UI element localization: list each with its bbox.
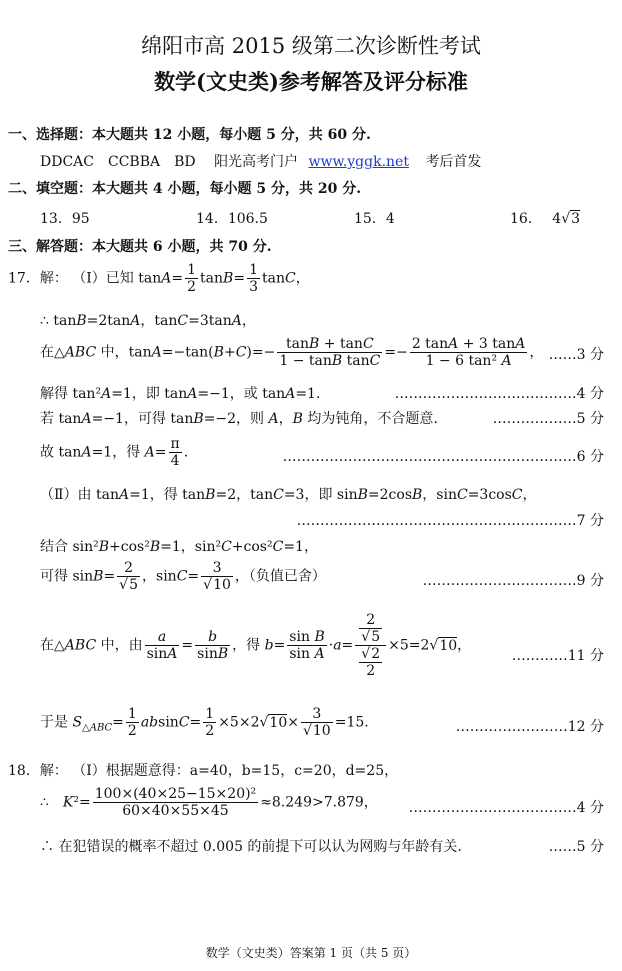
q18-label: 18．解： — [8, 763, 68, 779]
q17-line-10: 在△ABC 中，由 $\frac{a}{\sin A}$ = $\frac{b}{\sin B}$ ，得 b= $\frac{\text{sin B}}{\text{sin A}}$ ·a= $\frac{\frac{2}{√5}}{\frac{√2}{2}}$ ×5=2√10， — [40, 612, 472, 680]
q17-line-9: 可得 sinB= $\frac{2}{√5}$ ，sinC= $\frac{3}{√10}$ ，（负值已舍） — [40, 560, 326, 594]
document-title: 绵阳市高 2015 级第二次诊断性考试 — [141, 34, 481, 58]
q17-score-12: ……………………12 分 — [455, 719, 604, 735]
q17-line-3: 在△ABC 中，tanA=−tan(B+C)=− $\frac{\tan B + \tan C}{\text{1 − tanB tanC}}$ =− $\frac{2 \tan A + 3 \tan A}{\text{1 − 6 tan² A}}$ ， — [40, 336, 544, 370]
ad-link[interactable]: www.yggk.net — [308, 154, 409, 170]
fill-answer-16-root: 3 — [571, 211, 581, 227]
q17-score-6: ………………………………………………………6 分 — [282, 449, 604, 465]
fill-answer-16-label: 16． — [510, 211, 542, 227]
q18-line-1 — [8, 760, 398, 780]
fill-answer-15: 15．4 — [354, 211, 395, 227]
q17-line-5: 若 tanA=−1，可得 tanB=−2，则 A，B 均为钝角，不合题意. — [40, 411, 438, 427]
q17-line-7: （Ⅱ）由 tanA=1，得 tanB=2，tanC=3，即 sinB=2cosB，sinC=3cosC， — [40, 487, 537, 503]
q17-score-4: …………………………………4 分 — [394, 386, 604, 402]
section-heading-solve: 三、解答题：本大题共 6 小题，共 70 分. — [8, 239, 272, 255]
section-heading-choice: 一、选择题：本大题共 12 小题，每小题 5 分，共 60 分. — [8, 127, 371, 143]
choice-answers: DDCAC CCBBA BD — [40, 154, 196, 170]
q17-score-7: ……………………………………………………7 分 — [296, 513, 604, 529]
document-subtitle: 数学(文史类)参考解答及评分标准 — [154, 69, 468, 94]
q17-score-5: ………………5 分 — [492, 411, 604, 427]
q17-score-11: …………11 分 — [511, 648, 604, 664]
fill-answer-14: 14．106.5 — [196, 211, 268, 227]
page-footer: 数学（文史类）答案第 1 页（共 5 页） — [205, 946, 417, 960]
q18-score-5: ……5 分 — [548, 839, 604, 855]
q17-label: 17．解： — [8, 270, 68, 287]
fill-answer-16: 16． 4√3 — [510, 211, 581, 227]
q17-line-1: 17．解： （Ⅰ）已知 tanA= $\frac{1}{2}$ tanB= $\frac{1}{3}$ tanC， — [8, 262, 310, 296]
q17-line-4: 解得 tan²A=1，即 tanA=−1，或 tanA=1. — [40, 386, 321, 402]
q18-part1: （Ⅰ）根据题意得：a=40，b=15，c=20，d=25， — [72, 763, 399, 779]
q17-line-11: 于是 $S_{\triangle ABC}=$ $\frac{1}{2}$ absinC= $\frac{1}{2}$ ×5×2√10× $\frac{3}{√10}$ =15. — [40, 706, 369, 740]
ad-suffix: 考后首发 — [425, 154, 482, 170]
q18-conclusion: ∴ 在犯错误的概率不超过 0.005 的前提下可以认为网购与年龄有关. — [40, 839, 462, 855]
ad-text: 阳光高考门户 — [214, 154, 299, 170]
q17-line-8: 结合 sin²B+cos²B=1，sin²C+cos²C=1， — [40, 539, 318, 555]
section-heading-fill: 二、填空题：本大题共 4 小题，每小题 5 分，共 20 分. — [8, 181, 362, 197]
q17-score-3: ……3 分 — [548, 347, 604, 363]
q18-score-4: ………………………………4 分 — [408, 800, 604, 816]
fill-answer-16-coef: 4 — [552, 211, 562, 227]
q18-line-2: ∴ K²= $\frac{\text{100×(40×25−15×20)²}}{60\times 40\times 55\times 45}$ ≈8.249>7.879， — [40, 786, 378, 820]
q17-score-9: ……………………………9 分 — [422, 573, 604, 589]
fill-answer-13: 13．95 — [40, 211, 90, 227]
q17-line-6: 故 tanA=1，得 A= $\frac{\pi}{4}$ . — [40, 436, 189, 470]
choice-answers-row — [40, 151, 481, 171]
q17-line-2: ∴ tanB=2tanA，tanC=3tanA， — [40, 313, 256, 329]
